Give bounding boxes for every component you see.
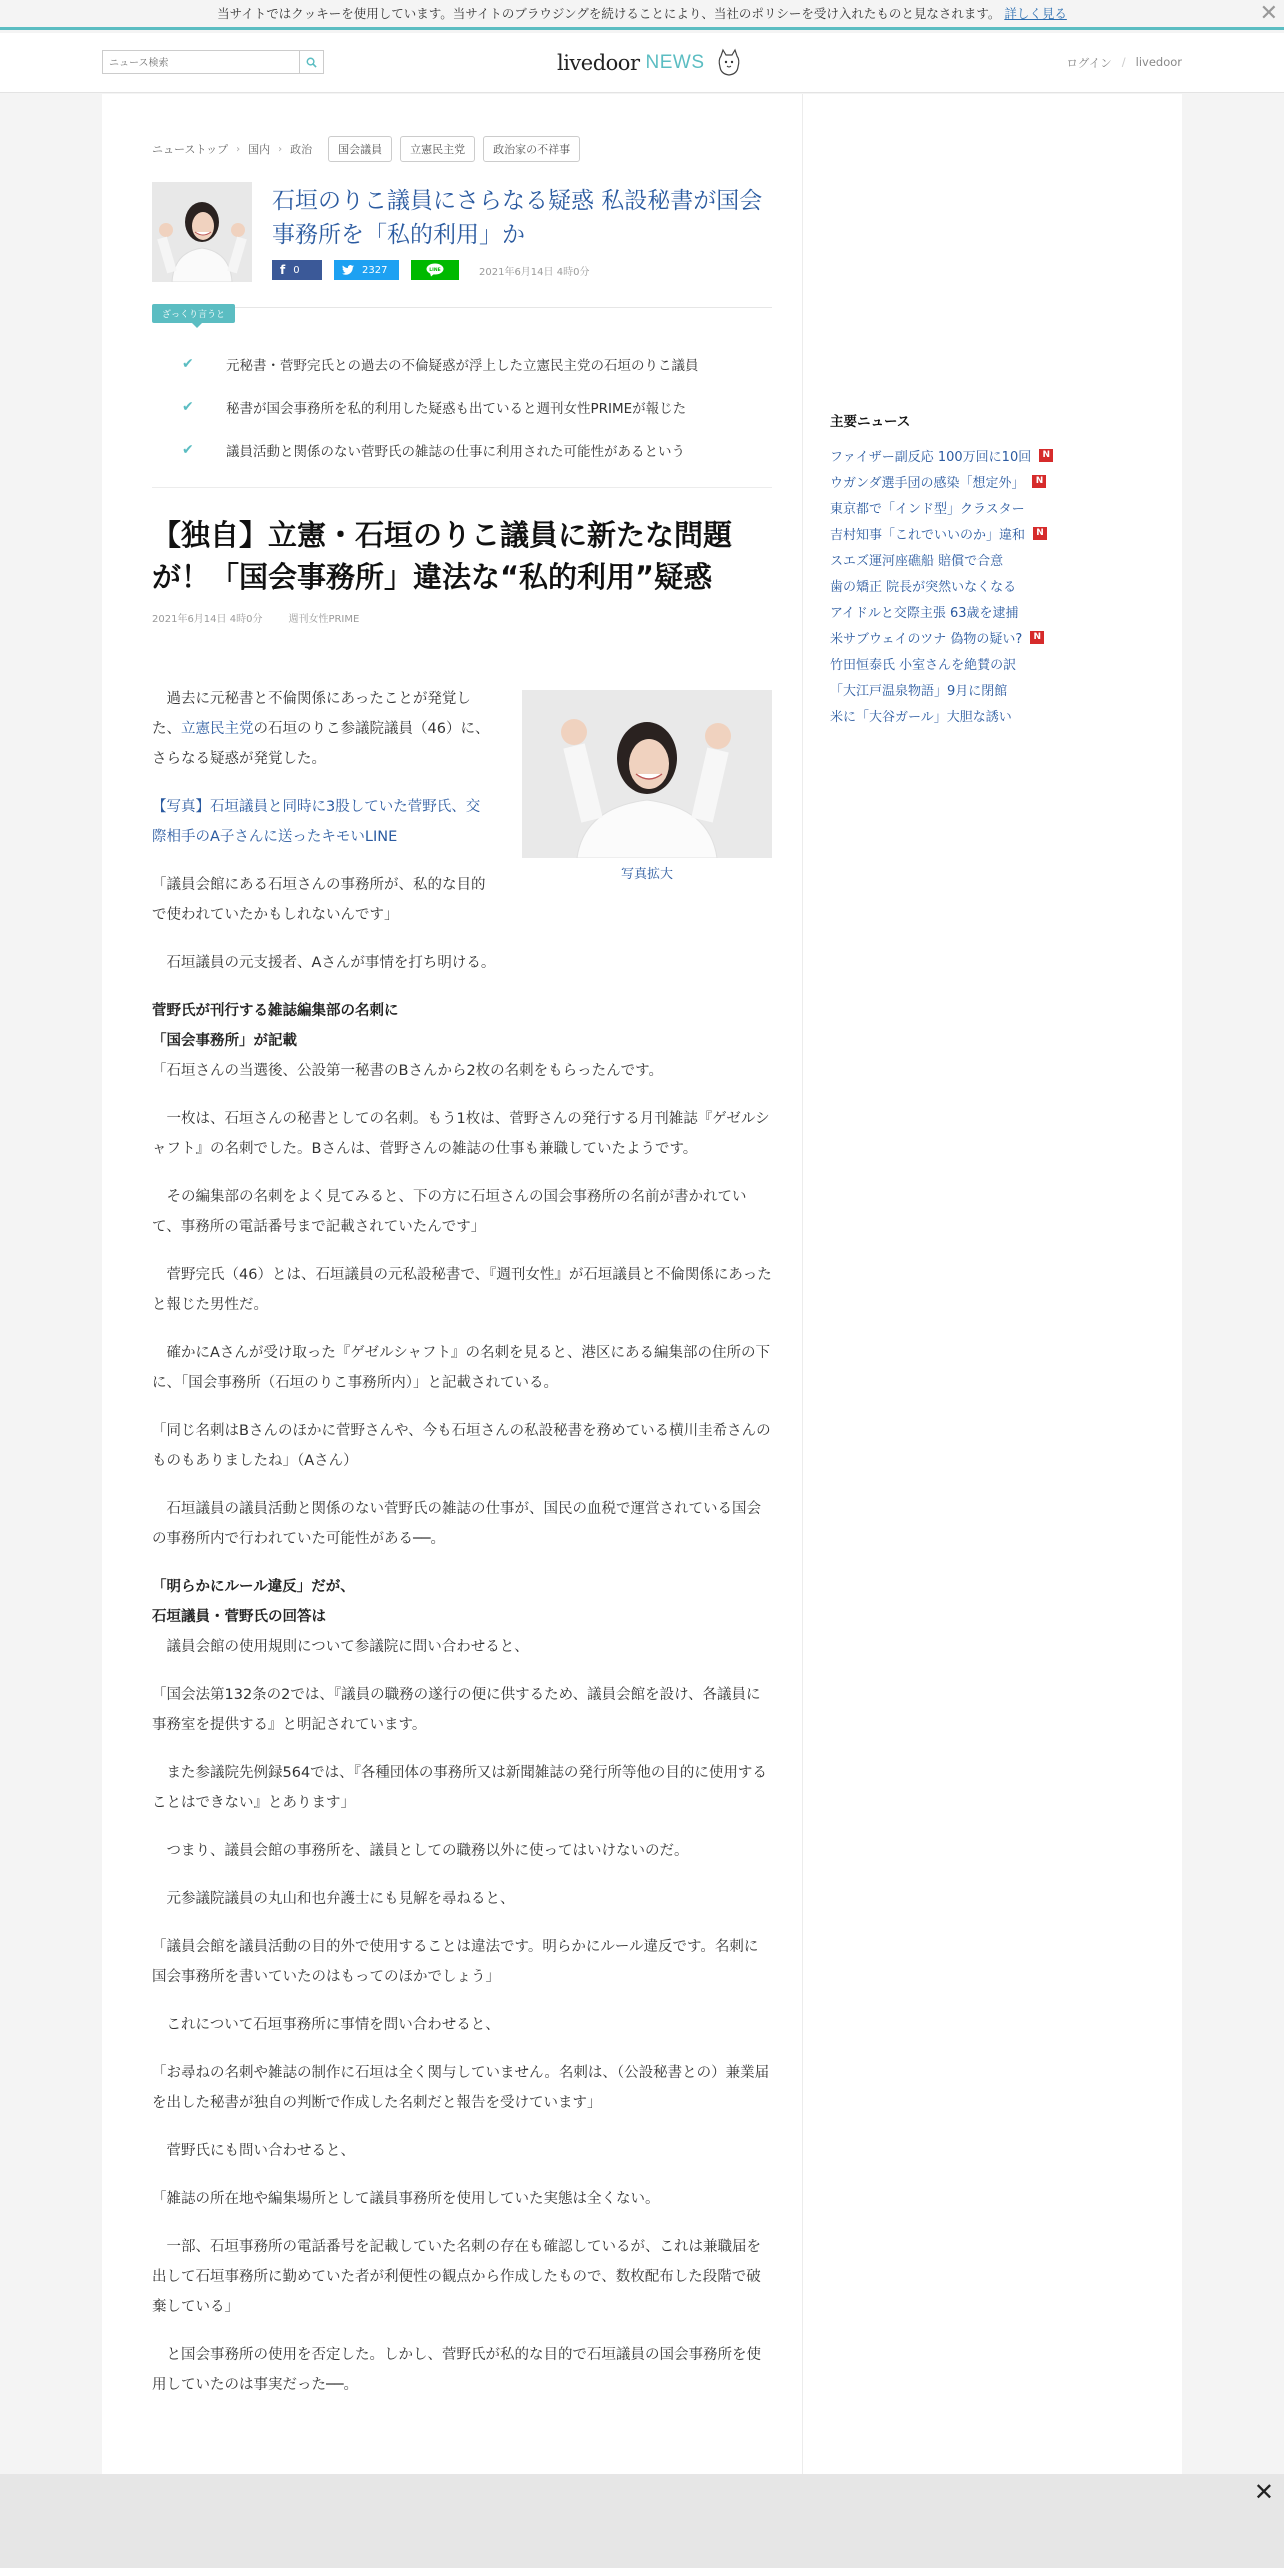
top-news-item[interactable]	[830, 520, 1090, 546]
share-buttons	[272, 260, 589, 280]
article-paragraph: と国会事務所の使用を否定した。しかし、菅野氏が私的な目的で石垣議員の国会事務所を使用していたのは事実だった──。	[152, 2347, 761, 2393]
sidebar-title: 主要ニュース	[830, 414, 911, 430]
chevron-right-icon: ›	[278, 143, 283, 155]
top-news-link[interactable]: 竹田恒泰氏 小室さんを絶賛の訳	[830, 657, 1017, 673]
article-paragraph: 「同じ名刺はBさんのほかに菅野さんや、今も石垣さんの私設秘書を務めている横川圭希さんのものもありましたね」（Aさん）	[152, 1423, 771, 1469]
top-news-link[interactable]: 東京都で「インド型」クラスター	[830, 501, 1025, 517]
article-paragraph: また参議院先例録564では、『各種団体の事務所又は新聞雑誌の発行所等他の目的に使用することはできない』とあります」	[152, 1765, 767, 1811]
headline-date: 2021年6月14日 4時0分	[479, 266, 590, 278]
article-paragraph: 一部、石垣事務所の電話番号を記載していた名刺の存在も確認しているが、これは兼職届を出して石垣事務所に勤めていた者が利便性の観点から作成したもので、数枚配布した段階で破棄している」	[152, 2239, 761, 2315]
facebook-count: 0	[293, 264, 300, 276]
search-input[interactable]	[103, 53, 298, 75]
top-news-link[interactable]: ファイザー副反応 100万回に10回	[830, 449, 1032, 465]
top-news-item[interactable]	[830, 494, 1090, 520]
article-subheading: 「明らかにルール違反」だが、	[152, 1579, 355, 1595]
top-news-item[interactable]	[830, 702, 1090, 728]
summary-item	[182, 342, 772, 385]
search-button[interactable]	[299, 51, 323, 73]
new-badge-icon: N	[1033, 527, 1047, 540]
article-meta	[152, 610, 359, 625]
mascot-icon	[715, 48, 743, 78]
line-icon	[426, 263, 444, 277]
cdp-link[interactable]: 立憲民主党	[181, 721, 254, 737]
topic-tags	[328, 136, 580, 162]
related-photo-link[interactable]: 【写真】石垣議員と同時に3股していた菅野氏、交際相手のA子さんに送ったキモいLINE	[152, 799, 481, 845]
summary-divider	[152, 307, 772, 308]
site-header	[0, 33, 1284, 93]
cookie-banner	[0, 0, 1284, 30]
column-divider	[802, 94, 803, 2474]
page-container	[102, 94, 1182, 2474]
summary-list	[182, 342, 772, 471]
article-paragraph: 過去に元秘書と不倫関係にあったことが発覚した、立憲民主党の石垣のりこ参議院議員（46）に、さらなる疑惑が発覚した。	[152, 691, 490, 767]
twitter-icon	[342, 265, 354, 275]
summary-item	[182, 385, 772, 428]
article-subheading: 石垣議員・菅野氏の回答は	[152, 1609, 326, 1625]
tag-cdp[interactable]: 立憲民主党	[400, 136, 475, 162]
cookie-more-link[interactable]: 詳しく見る	[1004, 6, 1067, 21]
login-link[interactable]: ログイン	[1066, 56, 1112, 70]
article-paragraph: 一枚は、石垣さんの秘書としての名刺。もう1枚は、菅野さんの発行する月刊雑誌『ゲゼルシャフト』の名刺でした。Bさんは、菅野さんの雑誌の仕事も兼職していたようです。	[152, 1111, 770, 1157]
top-news-item[interactable]	[830, 572, 1090, 598]
search-icon	[306, 57, 317, 68]
top-news-link[interactable]: ウガンダ選手団の感染「想定外」	[830, 475, 1025, 491]
check-icon: ✔	[182, 398, 194, 415]
breadcrumb-item-politics[interactable]: 政治	[290, 143, 313, 156]
top-news-link[interactable]: 「大江戸温泉物語」9月に閉館	[830, 683, 1008, 699]
article-subheading: 「国会事務所」が記載	[152, 1033, 297, 1049]
sidebar-top-news	[830, 410, 1090, 728]
facebook-icon: f	[280, 263, 286, 277]
cookie-close-icon[interactable]: ✕	[1259, 1, 1278, 26]
bottom-ad-bar	[0, 2474, 1284, 2568]
top-news-item[interactable]	[830, 650, 1090, 676]
article-paragraph: 「雑誌の所在地や編集場所として議員事務所を使用していた実態は全くない。	[152, 2191, 660, 2207]
article-body	[152, 684, 772, 2418]
top-news-item[interactable]	[830, 676, 1090, 702]
article-paragraph: 議員会館の使用規則について参議院に問い合わせると、	[166, 1639, 529, 1655]
article-paragraph: 元参議院議員の丸山和也弁護士にも見解を尋ねると、	[166, 1891, 515, 1907]
summary-end-divider	[152, 487, 772, 488]
nav-separator: /	[1121, 55, 1126, 69]
summary-item-text: 元秘書・菅野完氏との過去の不倫疑惑が浮上した立憲民主党の石垣のりこ議員	[226, 357, 699, 374]
article-figure	[522, 690, 772, 892]
new-badge-icon: N	[1032, 475, 1046, 488]
article-paragraph: 「国会法第132条の2では、『議員の職務の遂行の便に供するため、議員会館を設け、各議員に事務室を提供する』と明記されています。	[152, 1687, 761, 1733]
photo-enlarge-link[interactable]: 写真拡大	[620, 867, 673, 882]
check-icon: ✔	[182, 355, 194, 372]
line-share-button[interactable]	[411, 260, 459, 280]
article-paragraph: 「石垣さんの当選後、公設第一秘書のBさんから2枚の名刺をもらったんです。	[152, 1063, 664, 1079]
article-paragraph: 「お尋ねの名刺や雑誌の制作に石垣は全く関与していません。名刺は、（公設秘書との）兼業届を出した秘書が独自の判断で作成した名刺だと報告を受けています」	[152, 2065, 770, 2111]
logo-livedoor: livedoor	[557, 51, 640, 75]
top-news-link[interactable]: 歯の矯正 院長が突然いなくなる	[830, 579, 1017, 595]
site-logo[interactable]	[557, 48, 743, 78]
article-paragraph: 石垣議員の元支援者、Aさんが事情を打ち明ける。	[166, 955, 496, 971]
top-news-item[interactable]	[830, 624, 1090, 650]
top-news-item[interactable]	[830, 546, 1090, 572]
search-box	[102, 50, 324, 74]
header-nav	[1066, 55, 1182, 71]
breadcrumb-item-domestic[interactable]: 国内	[248, 143, 271, 156]
article-photo[interactable]	[522, 690, 772, 858]
article-paragraph: 「議員会館にある石垣さんの事務所が、私的な目的で使われていたかもしれないんです」	[152, 877, 486, 923]
article-source[interactable]: 週刊女性PRIME	[288, 614, 360, 625]
summary-item-text: 秘書が国会事務所を私的利用した疑惑も出ていると週刊女性PRIMEが報じた	[226, 400, 687, 417]
article-paragraph: 石垣議員の議員活動と関係のない菅野氏の雑誌の仕事が、国民の血税で運営されている国会の事務所内で行われていた可能性がある──。	[152, 1501, 761, 1547]
summary-item	[182, 428, 772, 471]
top-news-link[interactable]: アイドルと交際主張 63歳を逮捕	[830, 605, 1019, 621]
tag-diet-member[interactable]: 国会議員	[328, 136, 392, 162]
top-news-item[interactable]	[830, 442, 1090, 468]
top-news-item[interactable]	[830, 598, 1090, 624]
twitter-share-button[interactable]	[334, 260, 399, 280]
summary-item-text: 議員活動と関係のない菅野氏の雑誌の仕事に利用された可能性があるという	[226, 443, 685, 460]
facebook-share-button[interactable]	[272, 260, 322, 280]
check-icon: ✔	[182, 441, 194, 458]
chevron-right-icon: ›	[236, 143, 241, 155]
article-title: 【独自】立憲・石垣のりこ議員に新たな問題が！「国会事務所」違法な“私的利用”疑惑	[152, 518, 733, 594]
article-paragraph: その編集部の名刺をよく見てみると、下の方に石垣さんの国会事務所の名前が書かれていて、事務所の電話番号まで記載されていたんです」	[152, 1189, 747, 1235]
new-badge-icon: N	[1030, 631, 1044, 644]
line-icon-label: LINE	[429, 268, 441, 273]
new-badge-icon: N	[1039, 449, 1053, 462]
headline-thumbnail[interactable]	[152, 182, 252, 282]
article-paragraph: 菅野氏にも問い合わせると、	[166, 2143, 355, 2159]
article-paragraph: 菅野完氏（46）とは、石垣議員の元私設秘書で、『週刊女性』が石垣議員と不倫関係にあったと報じた男性だ。	[152, 1267, 772, 1313]
summary-badge: ざっくり言うと	[152, 304, 235, 323]
article-paragraph: これについて石垣事務所に事情を問い合わせると、	[166, 2017, 500, 2033]
close-icon[interactable]: ✕	[1253, 2478, 1274, 2506]
article-paragraph: 「議員会館を議員活動の目的外で使用することは違法です。明らかにルール違反です。名刺に国会事務所を書いていたのはもってのほかでしょう」	[152, 1939, 759, 1985]
top-news-link[interactable]: 米サブウェイのツナ 偽物の疑い?	[830, 631, 1023, 647]
tag-scandal[interactable]: 政治家の不祥事	[483, 136, 580, 162]
article-subheading: 菅野氏が刊行する雑誌編集部の名刺に	[152, 1003, 399, 1019]
headline-title[interactable]: 石垣のりこ議員にさらなる疑惑 私設秘書が国会事務所を「私的利用」か	[272, 188, 763, 248]
article-date: 2021年6月14日 4時0分	[152, 614, 263, 625]
top-news-link[interactable]: スエズ運河座礁船 賠償で合意	[830, 553, 1004, 569]
top-news-link[interactable]: 吉村知事「これでいいのか」違和	[830, 527, 1026, 543]
top-news-list	[830, 442, 1090, 728]
cookie-text: 当サイトではクッキーを使用しています。当サイトのブラウジングを続けることにより、当社のポリシーを受け入れたものと見なされます。	[217, 6, 1001, 21]
top-news-item[interactable]	[830, 468, 1090, 494]
logo-news: NEWS	[645, 52, 705, 73]
livedoor-link[interactable]: livedoor	[1135, 55, 1182, 69]
twitter-count: 2327	[362, 264, 388, 276]
top-news-link[interactable]: 米に「大谷ガール」大胆な誘い	[830, 709, 1012, 725]
article-paragraph: つまり、議員会館の事務所を、議員としての職務以外に使ってはいけないのだ。	[166, 1843, 689, 1859]
article-paragraph: 確かにAさんが受け取った『ゲゼルシャフト』の名刺を見ると、港区にある編集部の住所の下に、「国会事務所（石垣のりこ事務所内）」と記載されている。	[152, 1345, 770, 1391]
breadcrumb-item-top[interactable]: ニューストップ	[152, 143, 229, 156]
breadcrumb	[152, 136, 580, 162]
